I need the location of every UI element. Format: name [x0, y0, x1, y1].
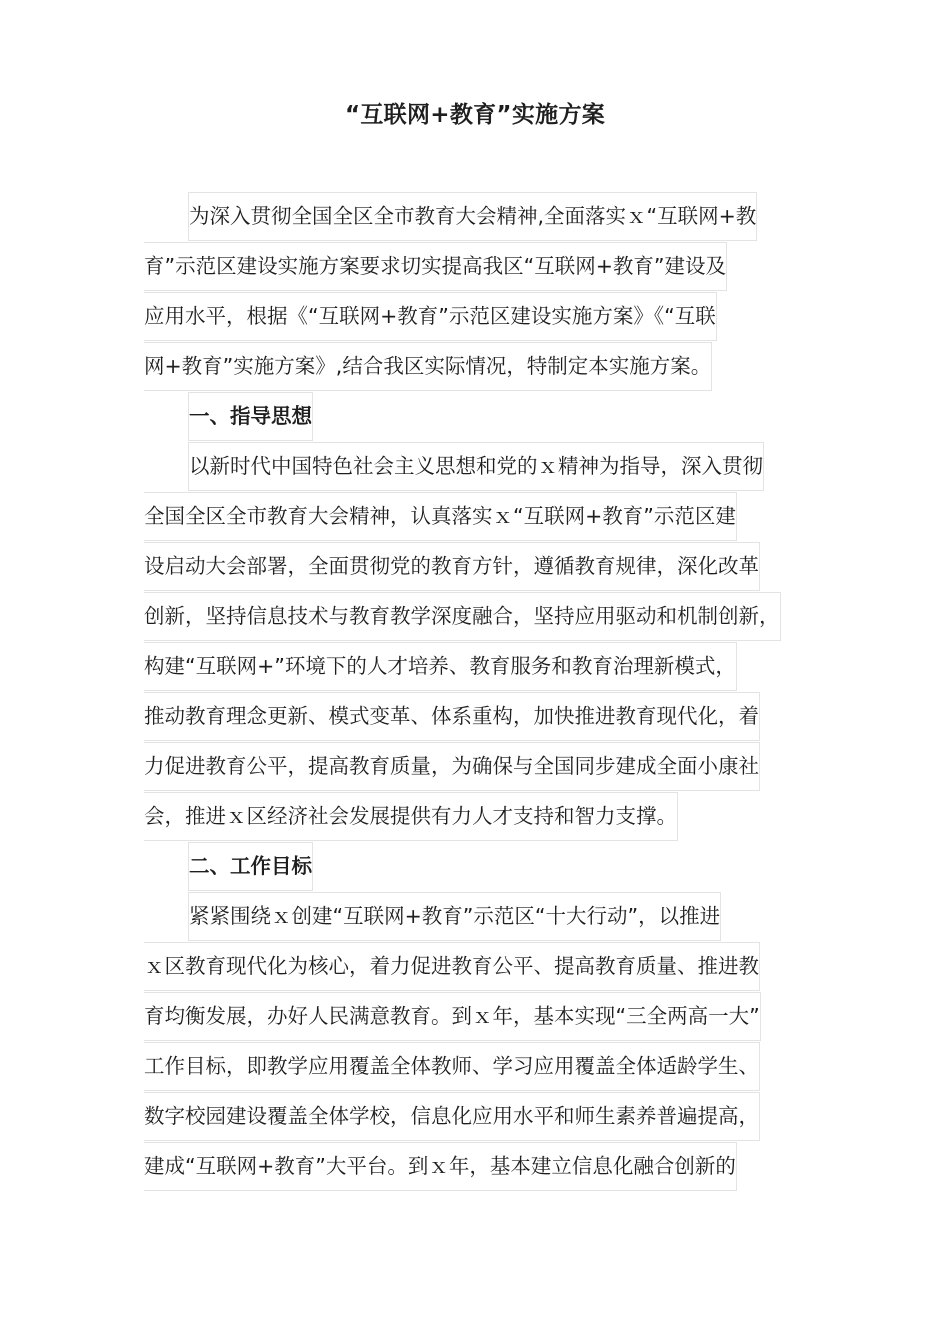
paragraph-line: 数字校园建设覆盖全体学校，信息化应用水平和师生素养普遍提高，: [144, 1092, 760, 1141]
paragraph-line: 紧紧围绕ｘ创建“互联网+教育”示范区“十大行动”，以推进: [188, 892, 721, 941]
paragraph-line: 力促进教育公平，提高教育质量，为确保与全国同步建成全面小康社: [144, 742, 760, 791]
paragraph-line: 建成“互联网+教育”大平台。到ｘ年，基本建立信息化融合创新的: [144, 1142, 737, 1191]
paragraph-line: 全国全区全市教育大会精神，认真落实ｘ“互联网+教育”示范区建: [144, 492, 737, 541]
paragraph-line: ｘ区教育现代化为核心，着力促进教育公平、提高教育质量、推进教: [144, 942, 760, 991]
paragraph-line: 网+教育”实施方案》,结合我区实际情况，特制定本实施方案。: [144, 342, 712, 391]
section-heading: 二、工作目标: [188, 842, 313, 891]
paragraph-line: 为深入贯彻全国全区全市教育大会精神,全面落实ｘ“互联网+教: [188, 192, 757, 241]
document-title: “互联网+教育”实施方案: [344, 102, 606, 128]
section-heading: 一、指导思想: [188, 392, 313, 441]
paragraph-line: 工作目标，即教学应用覆盖全体教师、学习应用覆盖全体适龄学生、: [144, 1042, 760, 1091]
paragraph-line: 推动教育理念更新、模式变革、体系重构，加快推进教育现代化，着: [144, 692, 760, 741]
paragraph-line: 以新时代中国特色社会主义思想和党的ｘ精神为指导，深入贯彻: [188, 442, 764, 491]
paragraph-line: 会，推进ｘ区经济社会发展提供有力人才支持和智力支撑。: [144, 792, 678, 841]
paragraph-line: 应用水平，根据《“互联网+教育”示范区建设实施方案》《“互联: [144, 292, 717, 341]
paragraph-line: 育均衡发展，办好人民满意教育。到ｘ年，基本实现“三全两高一大”: [144, 992, 761, 1041]
paragraph-line: 育”示范区建设实施方案要求切实提高我区“互联网+教育”建设及: [144, 242, 727, 291]
paragraph-line: 设启动大会部署，全面贯彻党的教育方针，遵循教育规律，深化改革: [144, 542, 760, 591]
paragraph-line: 创新，坚持信息技术与教育教学深度融合，坚持应用驱动和机制创新，: [144, 592, 781, 641]
paragraph-line: 构建“互联网+”环境下的人才培养、教育服务和教育治理新模式，: [144, 642, 737, 691]
